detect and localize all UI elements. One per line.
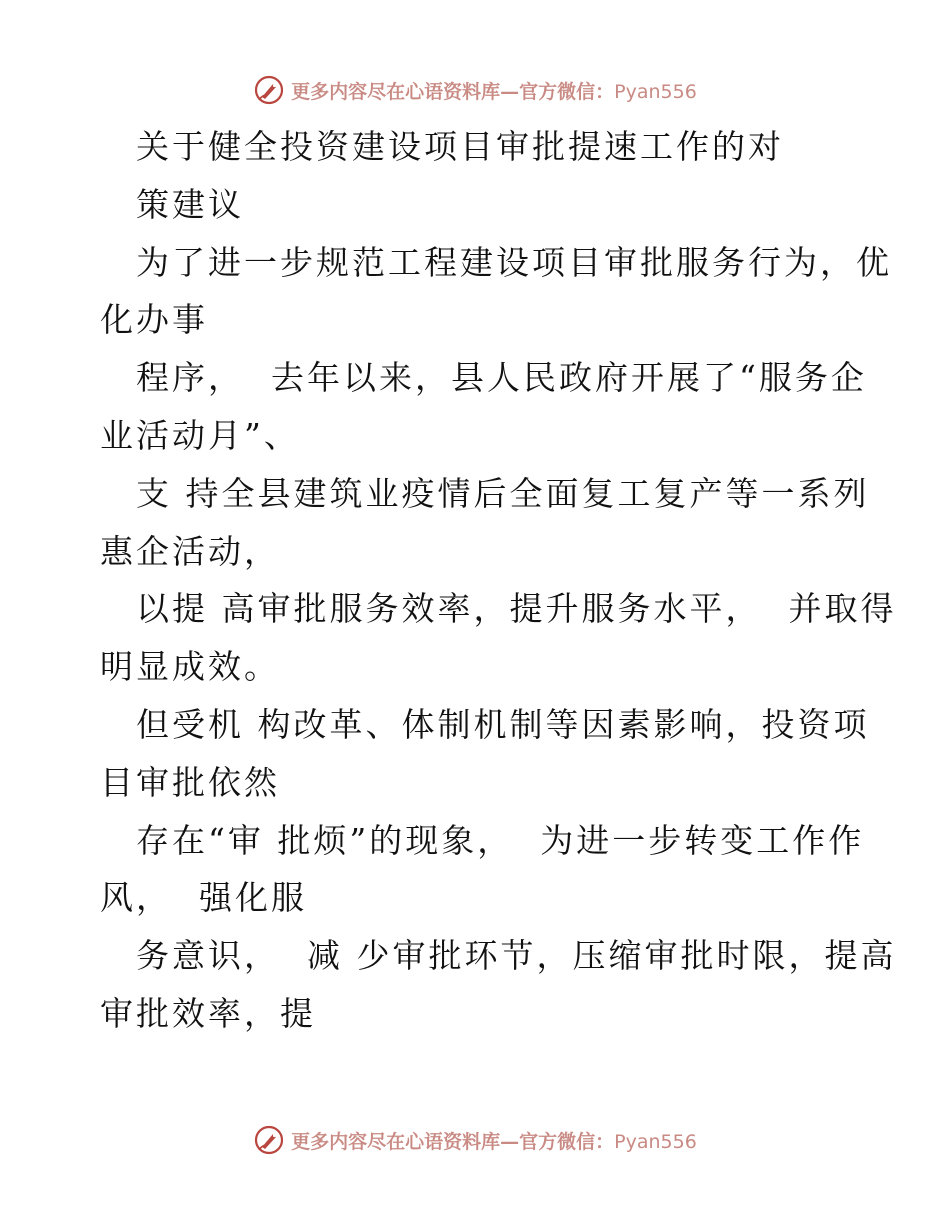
paragraph-line: 但受机 构改革、体制机制等因素影响，投资项 [136, 704, 870, 744]
header-watermark [0, 70, 950, 110]
watermark-brand: Pyan556 [614, 80, 697, 103]
paragraph-line: 化办事 [100, 300, 208, 340]
document-body [100, 118, 897, 1043]
watermark-text: 更多内容尽在心语资料库—官方微信：Pyan556 [291, 1130, 697, 1153]
paragraph-line: 策建议 [136, 184, 244, 224]
watermark-brand: Pyan556 [614, 1130, 697, 1153]
watermark-text: 更多内容尽在心语资料库—官方微信：Pyan556 [291, 80, 697, 103]
paragraph-line: 支 持全县建筑业疫情后全面复工复产等一系列 [136, 473, 870, 513]
paragraph-line: 审批效率，提 [100, 993, 316, 1033]
paragraph-line: 关于健全投资建设项目审批提速工作的对 [136, 127, 784, 166]
paragraph-line: 业活动月”、 [100, 415, 300, 455]
paragraph-line: 目审批依然 [100, 762, 280, 802]
paragraph-line: 以提 高审批服务效率，提升服务水平， 并取得 [136, 589, 897, 629]
footer-watermark [0, 1120, 950, 1160]
pen-nib-logo-icon [253, 1124, 285, 1156]
paragraph-line: 务意识， 减 少审批环节，压缩审批时限，提高 [136, 936, 897, 976]
paragraph-line: 为了进一步规范工程建设项目审批服务行为，优 [136, 242, 892, 282]
paragraph-line: 程序， 去年以来，县人民政府开展了“服务企 [136, 358, 867, 398]
paragraph-line: 风， 强化服 [100, 878, 307, 918]
paragraph-line: 明显成效。 [100, 647, 280, 687]
pen-nib-logo-icon [253, 74, 285, 106]
paragraph-line: 惠企活动， [100, 531, 280, 571]
paragraph-line: 存在“审 批烦”的现象， 为进一步转变工作作 [136, 820, 865, 860]
